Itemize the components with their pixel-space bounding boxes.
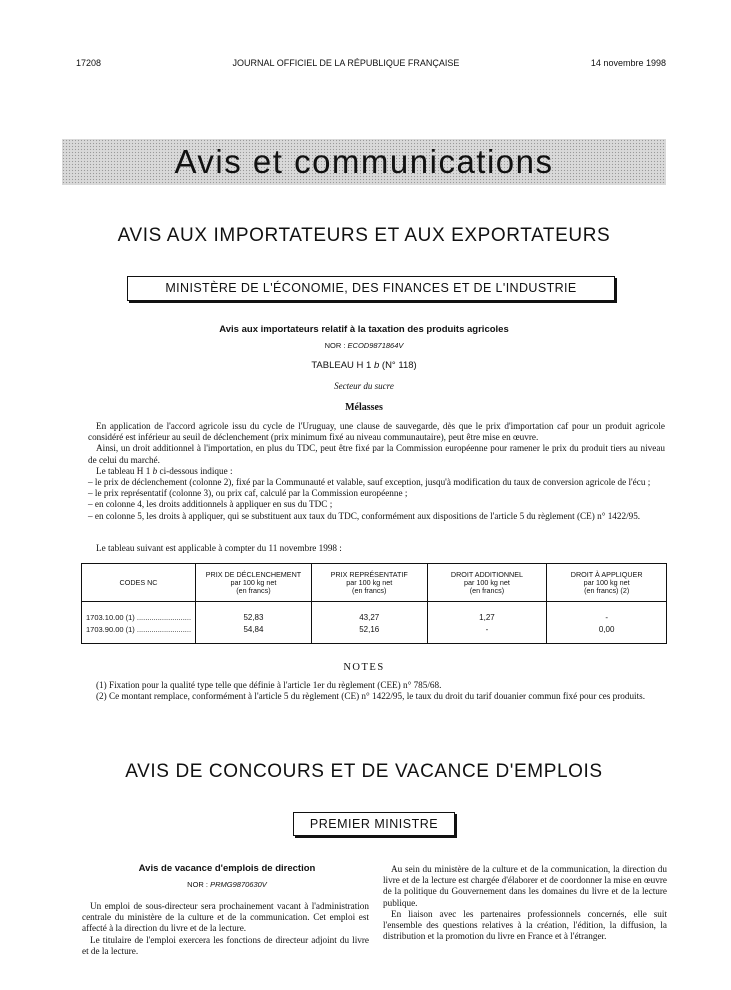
nor-line: [62, 341, 666, 350]
table-cell: 52,16: [311, 624, 427, 636]
tariff-table: [81, 563, 667, 644]
list-item: – en colonne 4, les droits additionnels à appliquer en sus du TDC ;: [88, 499, 333, 510]
table-header-droit-additionnel: DROIT ADDITIONNEL par 100 kg net (en francs): [427, 564, 547, 602]
table-header-droit-appliquer: DROIT À APPLIQUER par 100 kg net (en francs) (2): [547, 564, 667, 602]
applicable-line: [88, 543, 665, 554]
table-cell-code: 1703.90.00 (1) ..........................: [82, 624, 196, 636]
running-header: [76, 58, 666, 68]
intro-b: b: [152, 465, 158, 476]
note: (1) Fixation pour la qualité type telle que définie à l'article 1er du règlement (CEE) n° 785/68.: [96, 680, 442, 690]
vacancy-nor-line: [82, 880, 372, 889]
applicable-text: Le tableau suivant est applicable à compter du 11 novembre 1998 :: [96, 543, 342, 553]
table-cell: 0,00: [547, 624, 667, 636]
nor-label: NOR :: [324, 341, 346, 350]
table-cell: 1,27: [427, 612, 547, 624]
tableau-intro: [88, 466, 665, 477]
table-cell: 52,83: [196, 612, 312, 624]
nor-code: ECOD9871864V: [347, 341, 404, 350]
list-item: – le prix de déclenchement (colonne 2), fixé par la Communauté et valable, sauf exception, jusqu'à modification du taux de conversion agricole de l'écu ;: [88, 477, 651, 487]
intro-paragraphs: [88, 421, 665, 477]
table-cell: 43,27: [311, 612, 427, 624]
table-cell: -: [547, 612, 667, 624]
intro-prefix: Le tableau H 1: [96, 465, 153, 476]
list-item: – le prix représentatif (colonne 3), ou prix caf, calculé par la Commission européenne ;: [88, 488, 408, 499]
right-column: [383, 864, 667, 942]
paragraph: En application de l'accord agricole issu du cycle de l'Uruguay, une clause de sauvegarde, dès que le prix d'importation caf pour un produit agricole considéré est inférieur au seuil de déclenchement (prix minimum fixé au niveau communautaire), peut être mise en œuvre.: [88, 421, 665, 443]
table-header-prix-representatif: PRIX REPRÉSENTATIF par 100 kg net (en francs): [311, 564, 427, 602]
intro-suffix: ci-dessous indique :: [157, 465, 233, 476]
table-cell-code: 1703.10.00 (1) ..........................: [82, 612, 196, 624]
notes-list: [88, 680, 665, 702]
paragraph: Ainsi, un droit additionnel à l'importation, en plus du TDC, peut être fixé par la Commission européenne pour ramener le prix du produit tiers au niveau de celui du marché.: [88, 443, 665, 465]
table-row: [82, 624, 667, 636]
table-header-prix-declenchement: PRIX DE DÉCLENCHEMENT par 100 kg net (en francs): [196, 564, 312, 602]
subheading-melasses: Mélasses: [345, 402, 383, 413]
tableau-title: [62, 360, 666, 371]
page-number: 17208: [76, 58, 102, 68]
ministry-box: MINISTÈRE DE L'ÉCONOMIE, DES FINANCES ET DE L'INDUSTRIE: [127, 276, 615, 301]
list-item: – en colonne 5, les droits à appliquer, qui se substituent aux taux du TDC, conformément aux dispositions de l'article 5 du règlement (CE) n° 1422/95.: [88, 510, 641, 521]
table-cell: -: [427, 624, 547, 636]
nor-label: NOR :: [187, 880, 209, 889]
column-description-list: [88, 477, 665, 522]
paragraph: Le titulaire de l'emploi exercera les fonctions de directeur adjoint du livre et de la lecture.: [82, 934, 369, 956]
tableau-suffix: (N° 118): [379, 360, 417, 371]
tableau-prefix: TABLEAU H 1: [311, 360, 374, 371]
tableau-b: b: [373, 360, 380, 371]
notice-title: Avis aux importateurs relatif à la taxation des produits agricoles: [219, 324, 509, 335]
table-header-row: [82, 564, 667, 602]
issue-date: 14 novembre 1998: [590, 58, 666, 68]
table-cell: 54,84: [196, 624, 312, 636]
section-heading-importateurs: AVIS AUX IMPORTATEURS ET AUX EXPORTATEURS: [117, 225, 611, 246]
table-header-codes: CODES NC: [82, 564, 196, 602]
paragraph: En liaison avec les partenaires professionnels concernés, elle suit l'ensemble des questions relatives à la création, l'édition, la diffusion, la distribution et la promotion du livre en France et à l'étranger.: [383, 908, 667, 942]
vacancy-notice-title: Avis de vacance d'emplois de direction: [138, 863, 316, 874]
secteur-label: Secteur du sucre: [334, 381, 394, 391]
notes-title: NOTES: [343, 662, 385, 673]
table-row: [82, 612, 667, 624]
journal-title: JOURNAL OFFICIEL DE LA RÉPUBLIQUE FRANÇAISE: [232, 58, 460, 68]
paragraph: Au sein du ministère de la culture et de la communication, la direction du livre et de la lecture est chargée d'élaborer et de coordonner la mise en œuvre de la politique du Gouvernement dans les domaines du livre et de la lecture publique.: [383, 864, 667, 908]
note: (2) Ce montant remplace, conformément à l'article 5 du règlement (CE) n° 1422/95, le taux du droit du tarif douanier commun fixé pour ces produits.: [96, 691, 646, 702]
nor-code: PRMG9870630V: [210, 880, 267, 889]
paragraph: Un emploi de sous-directeur sera prochainement vacant à l'administration centrale du ministère de la culture et de la communication. Cet emploi est affecté à la direction du livre et de la lecture.: [82, 901, 369, 934]
section-heading-concours: AVIS DE CONCOURS ET DE VACANCE D'EMPLOIS: [125, 761, 603, 782]
banner-title: Avis et communications: [174, 143, 554, 180]
ministry-box-premier-ministre: PREMIER MINISTRE: [293, 812, 455, 836]
left-column: [82, 901, 369, 957]
